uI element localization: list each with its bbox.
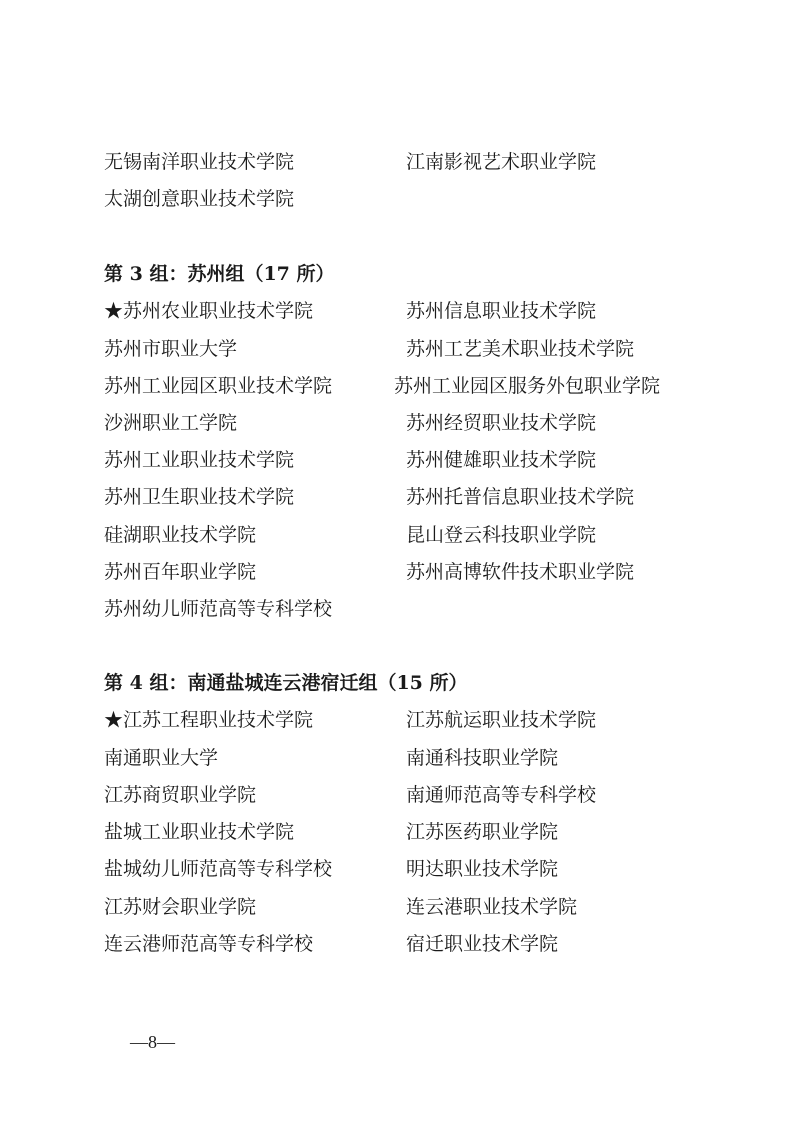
school-name: 南通职业大学 [104,747,219,769]
school-name: 盐城工业职业技术学院 [104,821,295,843]
school-name: 昆山登云科技职业学院 [406,524,597,546]
school-name: 江苏商贸职业学院 [104,784,257,806]
group4-heading: 第 4 组：南通盐城连云港宿迁组（15 所） [104,672,468,694]
school-name: 太湖创意职业技术学院 [104,188,295,210]
school-name: 明达职业技术学院 [406,858,559,880]
group3-heading: 第 3 组：苏州组（17 所） [104,263,335,285]
school-name: 江苏医药职业学院 [406,821,559,843]
school-name: 南通科技职业学院 [406,747,559,769]
school-name: 江南影视艺术职业学院 [406,151,597,173]
school-name: 苏州健雄职业技术学院 [406,449,597,471]
school-name: 宿迁职业技术学院 [406,933,559,955]
school-name: 沙洲职业工学院 [104,412,238,434]
school-name: 苏州工业职业技术学院 [104,449,295,471]
school-name: 硅湖职业技术学院 [104,524,257,546]
school-name: 江苏财会职业学院 [104,896,257,918]
page-number: —8— [130,1032,175,1052]
school-name: 苏州卫生职业技术学院 [104,486,295,508]
school-name: 连云港职业技术学院 [406,896,578,918]
school-name: 苏州工艺美术职业技术学院 [406,338,635,360]
school-name: 苏州高博软件技术职业学院 [406,561,635,583]
school-name: 苏州百年职业学院 [104,561,257,583]
school-name: 苏州信息职业技术学院 [406,300,597,322]
school-name: 苏州工业园区职业技术学院 [104,375,333,397]
school-name: 苏州市职业大学 [104,338,238,360]
school-name: 江苏航运职业技术学院 [406,709,597,731]
school-name: 南通师范高等专科学校 [406,784,597,806]
school-name: 苏州工业园区服务外包职业学院 [394,375,661,397]
school-name: 连云港师范高等专科学校 [104,933,314,955]
school-name: ★江苏工程职业技术学院 [104,709,314,731]
school-name: 苏州幼儿师范高等专科学校 [104,598,333,620]
school-name: ★苏州农业职业技术学院 [104,300,314,322]
school-name: 苏州托普信息职业技术学院 [406,486,635,508]
school-name: 盐城幼儿师范高等专科学校 [104,858,333,880]
school-name: 无锡南洋职业技术学院 [104,151,295,173]
school-name: 苏州经贸职业技术学院 [406,412,597,434]
